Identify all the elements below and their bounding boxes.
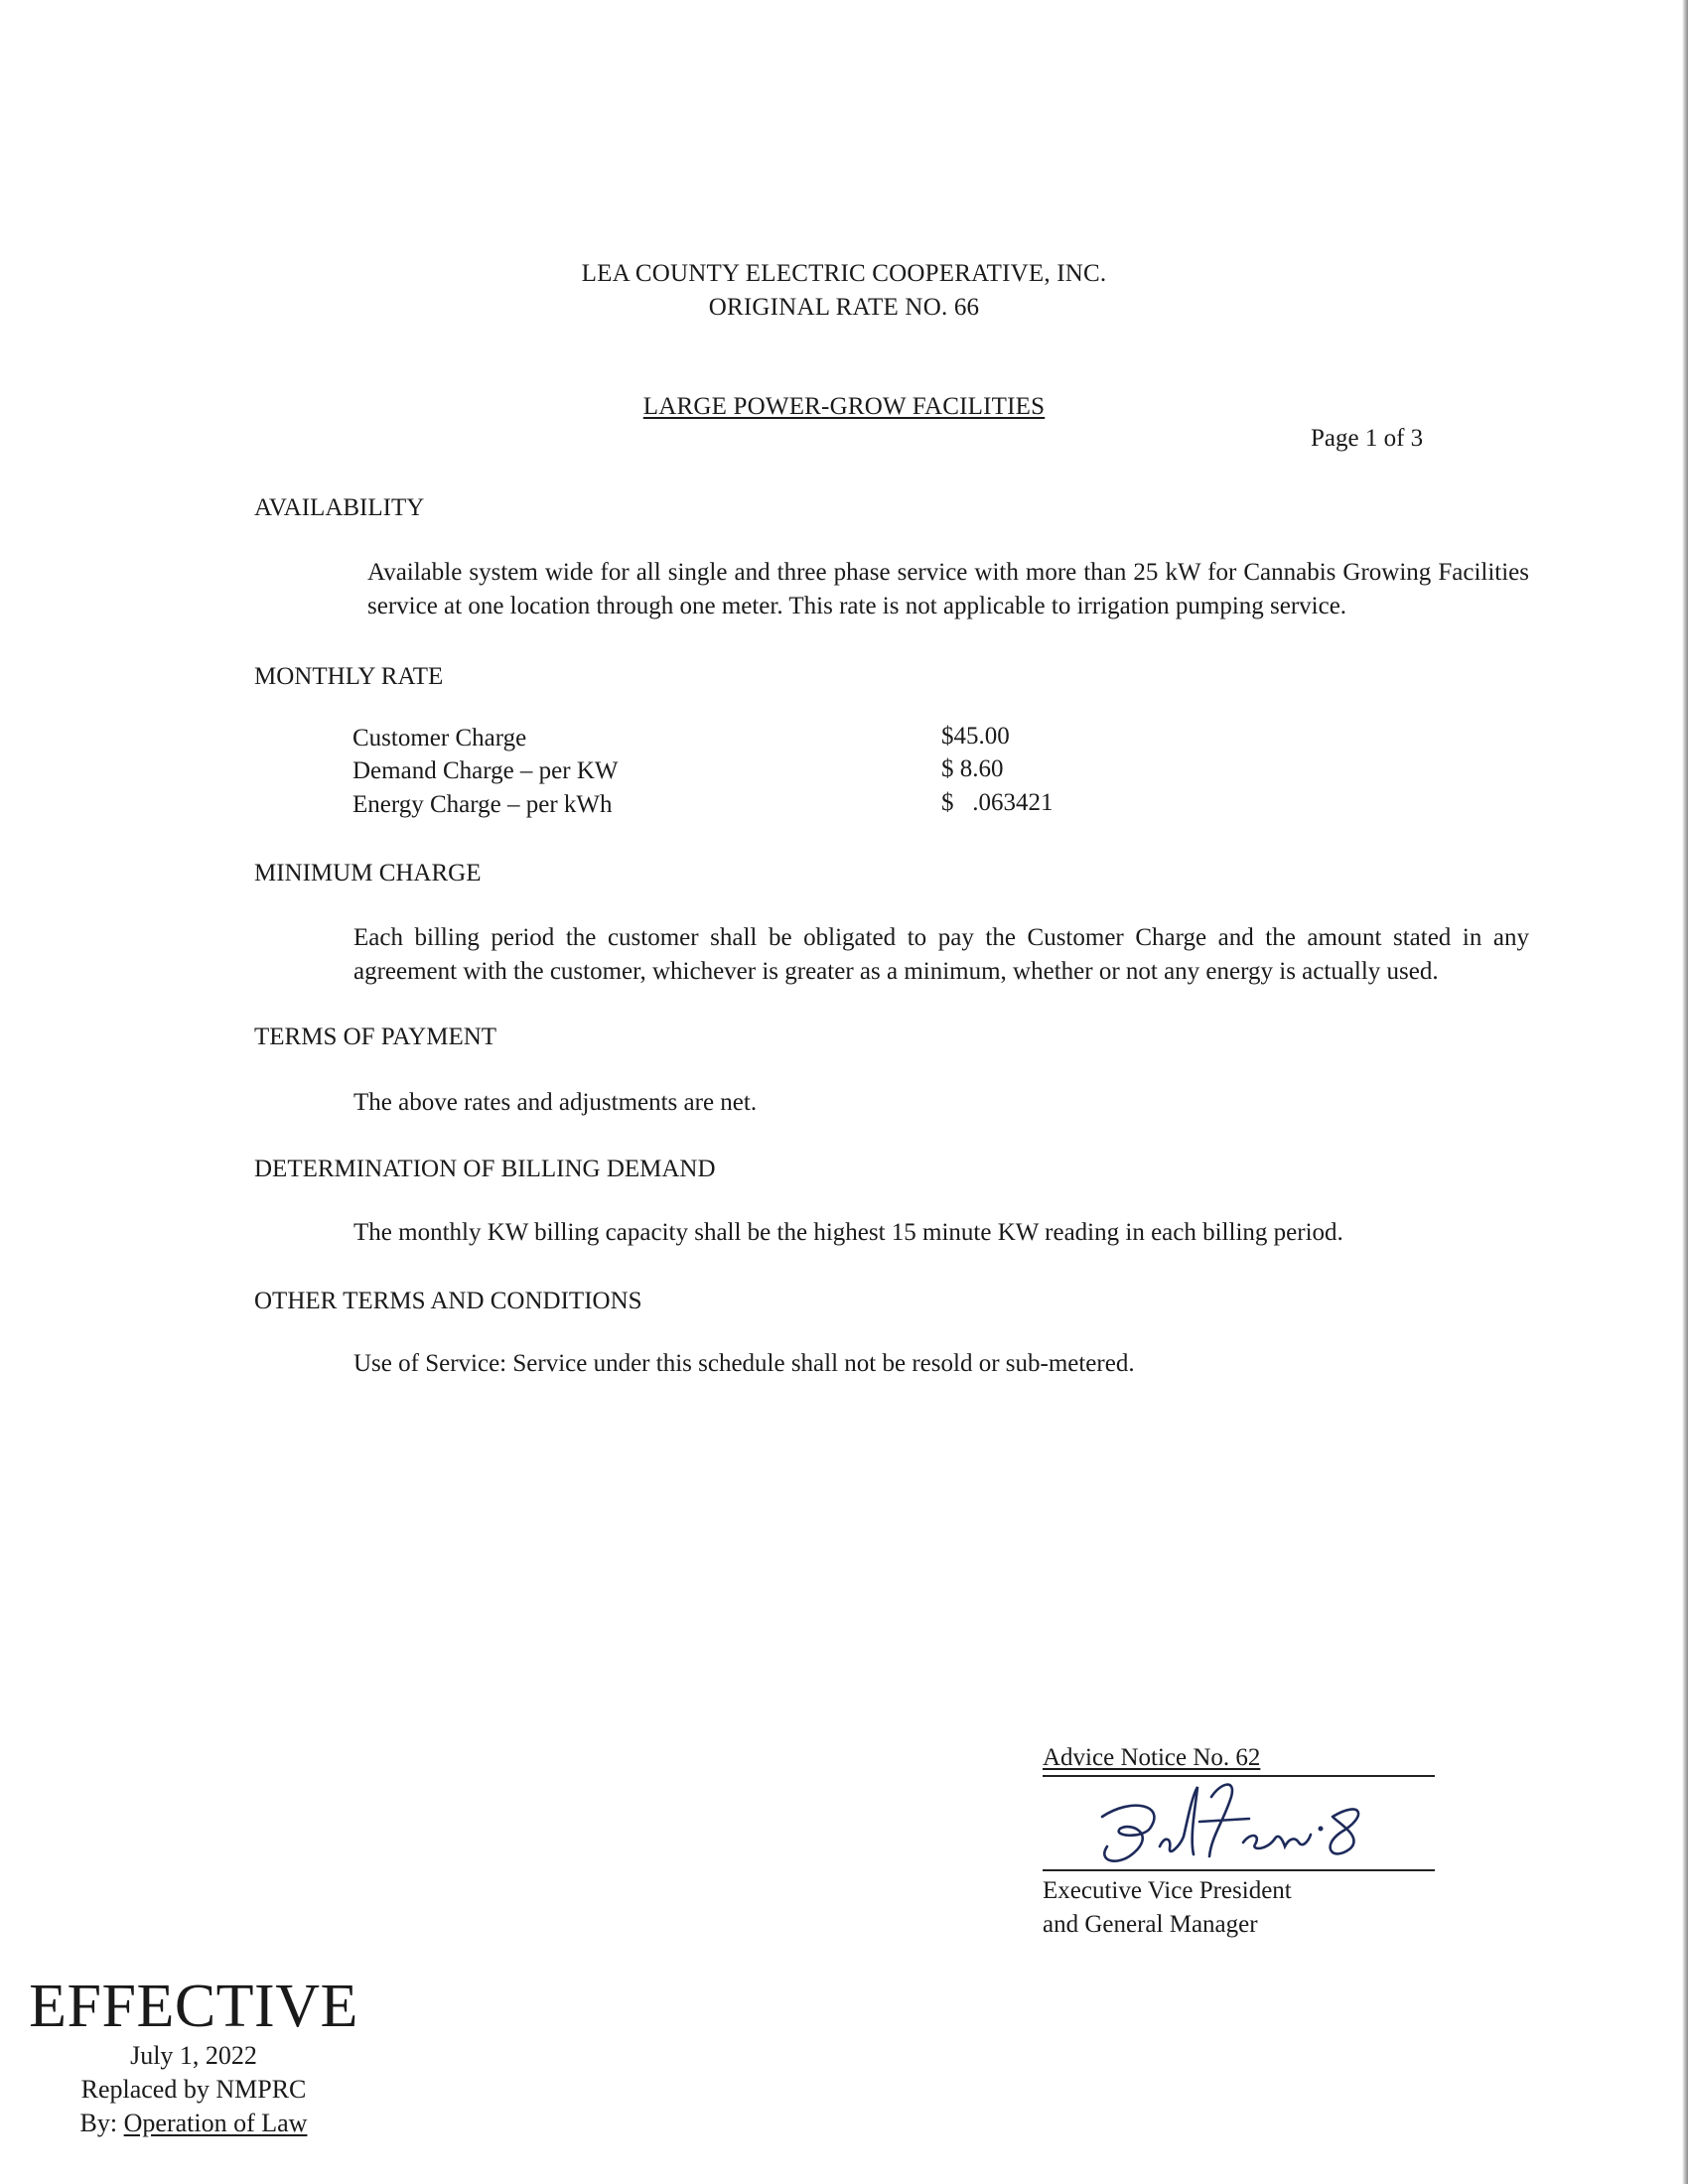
rate-value-customer: $45.00 [941,723,1010,750]
scan-edge [1682,0,1688,2184]
advice-notice-wrap [1043,1744,1260,1772]
rate-value-demand: $ 8.60 [941,755,1004,782]
page-number: Page 1 of 3 [1311,425,1424,452]
other-terms-heading: OTHER TERMS AND CONDITIONS [254,1288,642,1314]
effective-by-wrap [0,2109,387,2138]
billing-demand-text: The monthly KW billing capacity shall be the highest 15 minute KW reading in each billing period. [353,1219,1343,1246]
replaced-by: Replaced by NMPRC [80,2075,307,2104]
terms-of-payment-heading: TERMS OF PAYMENT [254,1024,497,1050]
effective-stamp-title: EFFECTIVE [29,1973,358,2040]
rate-label-energy: Energy Charge – per kWh [352,791,613,818]
signer-title-1: Executive Vice President [1043,1877,1292,1904]
signature-image [1072,1777,1400,1871]
rate-number: ORIGINAL RATE NO. 66 [708,294,980,321]
rate-label-customer: Customer Charge [352,725,527,751]
billing-demand-heading: DETERMINATION OF BILLING DEMAND [254,1156,716,1182]
terms-of-payment-text: The above rates and adjustments are net. [353,1089,758,1116]
minimum-charge-heading: MINIMUM CHARGE [254,860,482,887]
signature-line [1043,1869,1435,1871]
org-name: LEA COUNTY ELECTRIC COOPERATIVE, INC. [581,260,1107,287]
rate-label-demand: Demand Charge – per KW [352,757,619,784]
minimum-charge-text: Each billing period the customer shall be obligated to pay the Customer Charge and the amount stated in any agreement with the customer, whichever is greater as a minimum, whether or not any energy is actually used. [353,924,1529,985]
effective-by-value: Operation of Law [123,2109,308,2137]
rate-value-energy: $ .063421 [941,789,1054,816]
effective-date: July 1, 2022 [130,2041,257,2070]
signer-title-2: and General Manager [1043,1911,1258,1938]
schedule-title-wrap [0,393,1688,421]
other-terms-text: Use of Service: Service under this schedule shall not be resold or sub-metered. [353,1350,1135,1377]
availability-text: Available system wide for all single and three phase service with more than 25 kW for Cannabis Growing Facilities service at one location through one meter. This rate is not applicable to irrigation pumping service. [367,559,1529,619]
advice-notice: Advice Notice No. 62 [1043,1744,1261,1771]
availability-heading: AVAILABILITY [254,494,425,521]
effective-by-prefix: By: [79,2109,124,2137]
schedule-title: LARGE POWER-GROW FACILITIES [642,393,1046,420]
monthly-rate-heading: MONTHLY RATE [254,663,444,690]
